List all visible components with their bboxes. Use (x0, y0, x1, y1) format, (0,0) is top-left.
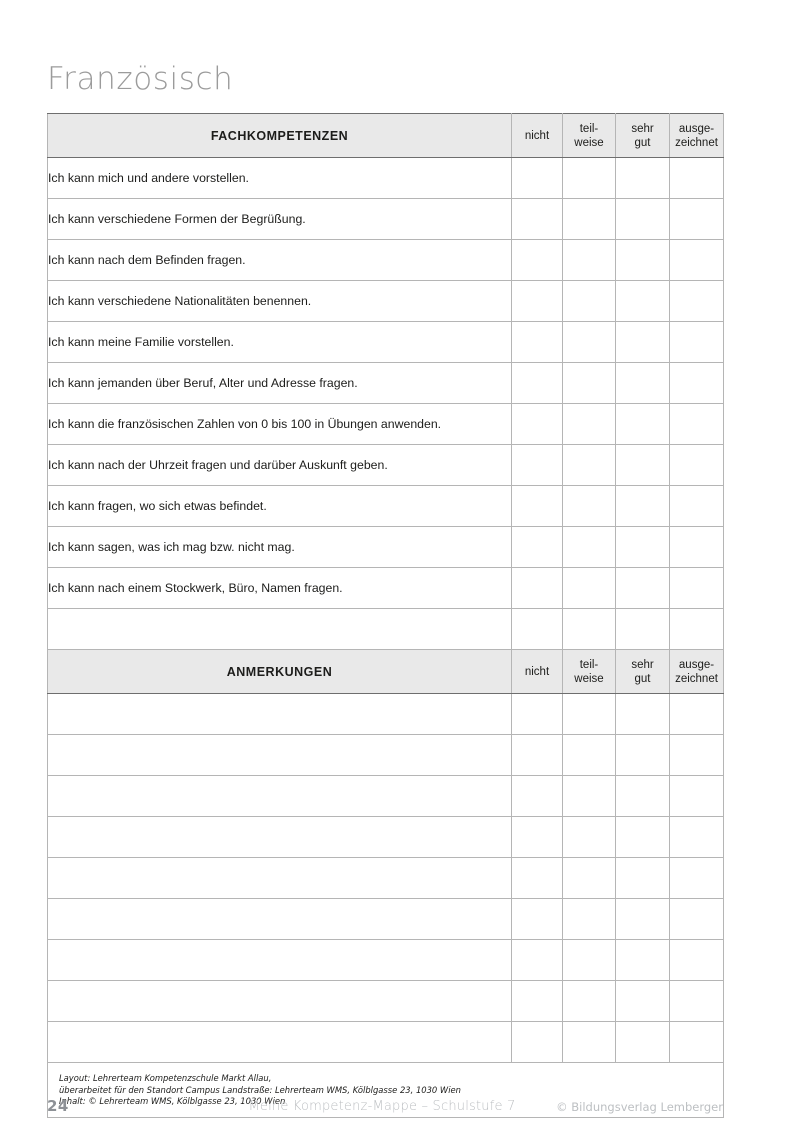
rating-checkbox-cell[interactable] (616, 568, 670, 609)
competency-row (48, 568, 724, 609)
empty-row (48, 735, 724, 776)
footer-title: Meine Kompetenz-Mappe – Schulstufe 7 (248, 1099, 516, 1114)
competency-row (48, 199, 724, 240)
empty-row (48, 858, 724, 899)
rating-column-header-line2: weise (574, 136, 604, 149)
rating-checkbox-cell[interactable] (670, 858, 724, 899)
competency-row (48, 363, 724, 404)
rating-column-header-line2: gut (634, 672, 651, 685)
empty-label-cell[interactable] (48, 858, 512, 899)
rating-checkbox-cell[interactable] (616, 776, 670, 817)
rating-checkbox-cell[interactable] (616, 240, 670, 281)
rating-column-header-line2: zeichnet (675, 136, 718, 149)
credits-line2: überarbeitet für den Standort Campus Landstraße: Lehrerteam WMS, Kölblgasse 23, 1030 Wien (59, 1084, 461, 1095)
empty-label-cell[interactable] (48, 817, 512, 858)
rating-checkbox-cell[interactable] (563, 486, 616, 527)
rating-checkbox-cell[interactable] (616, 527, 670, 568)
rating-checkbox-cell[interactable] (512, 735, 563, 776)
page-title: Französisch (47, 61, 234, 97)
competency-label: Ich kann verschiedene Formen der Begrüßung. (48, 199, 512, 240)
competency-row (48, 527, 724, 568)
empty-row (48, 940, 724, 981)
footer-copyright: © Bildungsverlag Lemberger (556, 1100, 723, 1114)
competency-label: Ich kann die französischen Zahlen von 0 bis 100 in Übungen anwenden. (48, 404, 512, 445)
rating-checkbox-cell[interactable] (670, 240, 724, 281)
page-footer (47, 1095, 723, 1121)
rating-checkbox-cell[interactable] (616, 817, 670, 858)
rating-checkbox-cell[interactable] (616, 899, 670, 940)
section-title: ANMERKUNGEN (48, 650, 512, 694)
rating-checkbox-cell[interactable] (616, 199, 670, 240)
rating-checkbox-cell[interactable] (563, 899, 616, 940)
rating-checkbox-cell[interactable] (563, 240, 616, 281)
rating-checkbox-cell[interactable] (512, 199, 563, 240)
rating-checkbox-cell[interactable] (670, 776, 724, 817)
rating-checkbox-cell[interactable] (616, 445, 670, 486)
rating-checkbox-cell[interactable] (512, 858, 563, 899)
rating-checkbox-cell[interactable] (670, 899, 724, 940)
rating-checkbox-cell[interactable] (563, 158, 616, 199)
competency-label: Ich kann sagen, was ich mag bzw. nicht mag. (48, 527, 512, 568)
rating-column-header (563, 650, 616, 694)
empty-label-cell[interactable] (48, 899, 512, 940)
competency-label: Ich kann verschiedene Nationalitäten benennen. (48, 281, 512, 322)
competency-row (48, 486, 724, 527)
rating-checkbox-cell[interactable] (670, 817, 724, 858)
rating-column-header-line1: ausge- (678, 122, 715, 135)
rating-checkbox-cell[interactable] (512, 486, 563, 527)
competency-row (48, 240, 724, 281)
rating-checkbox-cell[interactable] (563, 858, 616, 899)
rating-checkbox-cell[interactable] (563, 981, 616, 1022)
competency-row (48, 445, 724, 486)
rating-checkbox-cell[interactable] (512, 899, 563, 940)
rating-checkbox-cell[interactable] (670, 199, 724, 240)
section-header-row (48, 650, 724, 694)
competency-row (48, 322, 724, 363)
rating-checkbox-cell[interactable] (670, 609, 724, 650)
rating-checkbox-cell[interactable] (616, 404, 670, 445)
rating-column-header-line1: ausge- (678, 658, 715, 671)
competency-label: Ich kann fragen, wo sich etwas befindet. (48, 486, 512, 527)
rating-column-header (512, 650, 563, 694)
competency-label: Ich kann meine Familie vorstellen. (48, 322, 512, 363)
empty-row (48, 776, 724, 817)
rating-checkbox-cell[interactable] (563, 363, 616, 404)
rating-checkbox-cell[interactable] (512, 240, 563, 281)
competency-label: Ich kann nach dem Befinden fragen. (48, 240, 512, 281)
rating-checkbox-cell[interactable] (670, 735, 724, 776)
empty-row (48, 694, 724, 735)
rating-checkbox-cell[interactable] (512, 363, 563, 404)
rating-checkbox-cell[interactable] (563, 527, 616, 568)
rating-checkbox-cell[interactable] (616, 858, 670, 899)
rating-checkbox-cell[interactable] (670, 445, 724, 486)
rating-checkbox-cell[interactable] (563, 817, 616, 858)
rating-column-header (670, 650, 724, 694)
rating-checkbox-cell[interactable] (512, 609, 563, 650)
rating-checkbox-cell[interactable] (563, 445, 616, 486)
empty-label-cell[interactable] (48, 609, 512, 650)
empty-row (48, 609, 724, 650)
rating-checkbox-cell[interactable] (512, 940, 563, 981)
rating-checkbox-cell[interactable] (512, 1022, 563, 1063)
rating-column-header-line2: weise (574, 672, 604, 685)
section-title: FACHKOMPETENZEN (48, 114, 512, 158)
rating-column-header-line1: teil- (579, 658, 599, 671)
rating-checkbox-cell[interactable] (670, 981, 724, 1022)
rating-checkbox-cell[interactable] (512, 404, 563, 445)
rating-checkbox-cell[interactable] (563, 281, 616, 322)
rating-checkbox-cell[interactable] (512, 281, 563, 322)
rating-checkbox-cell[interactable] (670, 940, 724, 981)
empty-label-cell[interactable] (48, 940, 512, 981)
competency-label: Ich kann mich und andere vorstellen. (48, 158, 512, 199)
footer-page-number: 24 (47, 1097, 69, 1115)
rating-checkbox-cell[interactable] (563, 1022, 616, 1063)
empty-row (48, 981, 724, 1022)
rating-checkbox-cell[interactable] (512, 322, 563, 363)
rating-checkbox-cell[interactable] (512, 445, 563, 486)
rating-checkbox-cell[interactable] (670, 158, 724, 199)
rating-checkbox-cell[interactable] (512, 776, 563, 817)
rating-column-header (616, 650, 670, 694)
rating-checkbox-cell[interactable] (512, 694, 563, 735)
rating-checkbox-cell[interactable] (563, 735, 616, 776)
section-header-row (48, 114, 724, 158)
rating-checkbox-cell[interactable] (563, 776, 616, 817)
competency-row (48, 158, 724, 199)
rating-column-header-line2: zeichnet (675, 672, 718, 685)
rating-checkbox-cell[interactable] (670, 1022, 724, 1063)
rating-column-header (563, 114, 616, 158)
rating-checkbox-cell[interactable] (563, 609, 616, 650)
rating-checkbox-cell[interactable] (670, 404, 724, 445)
rating-checkbox-cell[interactable] (616, 1022, 670, 1063)
rating-checkbox-cell[interactable] (512, 981, 563, 1022)
rating-checkbox-cell[interactable] (670, 322, 724, 363)
competency-label: Ich kann nach der Uhrzeit fragen und darüber Auskunft geben. (48, 445, 512, 486)
rating-checkbox-cell[interactable] (563, 404, 616, 445)
rating-column-header-line1: nicht (524, 665, 550, 678)
competency-row (48, 281, 724, 322)
rating-column-header-line1: sehr (631, 658, 654, 671)
rating-checkbox-cell[interactable] (670, 527, 724, 568)
rating-checkbox-cell[interactable] (616, 363, 670, 404)
rating-checkbox-cell[interactable] (670, 486, 724, 527)
rating-checkbox-cell[interactable] (563, 199, 616, 240)
rating-checkbox-cell[interactable] (563, 322, 616, 363)
rating-checkbox-cell[interactable] (563, 940, 616, 981)
rating-checkbox-cell[interactable] (616, 735, 670, 776)
competency-label: Ich kann nach einem Stockwerk, Büro, Namen fragen. (48, 568, 512, 609)
rating-checkbox-cell[interactable] (616, 486, 670, 527)
empty-row (48, 817, 724, 858)
rating-checkbox-cell[interactable] (670, 568, 724, 609)
credits-line3: Inhalt: © Lehrerteam WMS, Kölblgasse 23, 1030 Wien (59, 1096, 286, 1107)
rating-checkbox-cell[interactable] (616, 694, 670, 735)
rating-column-header-line1: teil- (579, 122, 599, 135)
rating-column-header (616, 114, 670, 158)
rating-checkbox-cell[interactable] (616, 609, 670, 650)
competency-table (47, 113, 724, 1118)
empty-label-cell[interactable] (48, 776, 512, 817)
rating-column-header-line2: gut (634, 136, 651, 149)
rating-checkbox-cell[interactable] (616, 940, 670, 981)
rating-checkbox-cell[interactable] (512, 158, 563, 199)
empty-label-cell[interactable] (48, 694, 512, 735)
competency-row (48, 404, 724, 445)
rating-checkbox-cell[interactable] (563, 568, 616, 609)
rating-column-header-line1: nicht (524, 129, 550, 142)
credits-line1: Layout: Lehrerteam Kompetenzschule Markt Allau, (59, 1073, 272, 1084)
rating-checkbox-cell[interactable] (670, 363, 724, 404)
empty-label-cell[interactable] (48, 1022, 512, 1063)
empty-label-cell[interactable] (48, 735, 512, 776)
empty-label-cell[interactable] (48, 981, 512, 1022)
rating-column-header-line1: sehr (631, 122, 654, 135)
rating-checkbox-cell[interactable] (670, 281, 724, 322)
rating-checkbox-cell[interactable] (670, 694, 724, 735)
empty-row (48, 899, 724, 940)
empty-row (48, 1022, 724, 1063)
rating-checkbox-cell[interactable] (512, 817, 563, 858)
rating-checkbox-cell[interactable] (563, 694, 616, 735)
rating-checkbox-cell[interactable] (512, 568, 563, 609)
rating-checkbox-cell[interactable] (616, 981, 670, 1022)
competency-label: Ich kann jemanden über Beruf, Alter und Adresse fragen. (48, 363, 512, 404)
rating-column-header (512, 114, 563, 158)
rating-checkbox-cell[interactable] (616, 281, 670, 322)
rating-checkbox-cell[interactable] (616, 158, 670, 199)
rating-checkbox-cell[interactable] (616, 322, 670, 363)
rating-column-header (670, 114, 724, 158)
rating-checkbox-cell[interactable] (512, 527, 563, 568)
